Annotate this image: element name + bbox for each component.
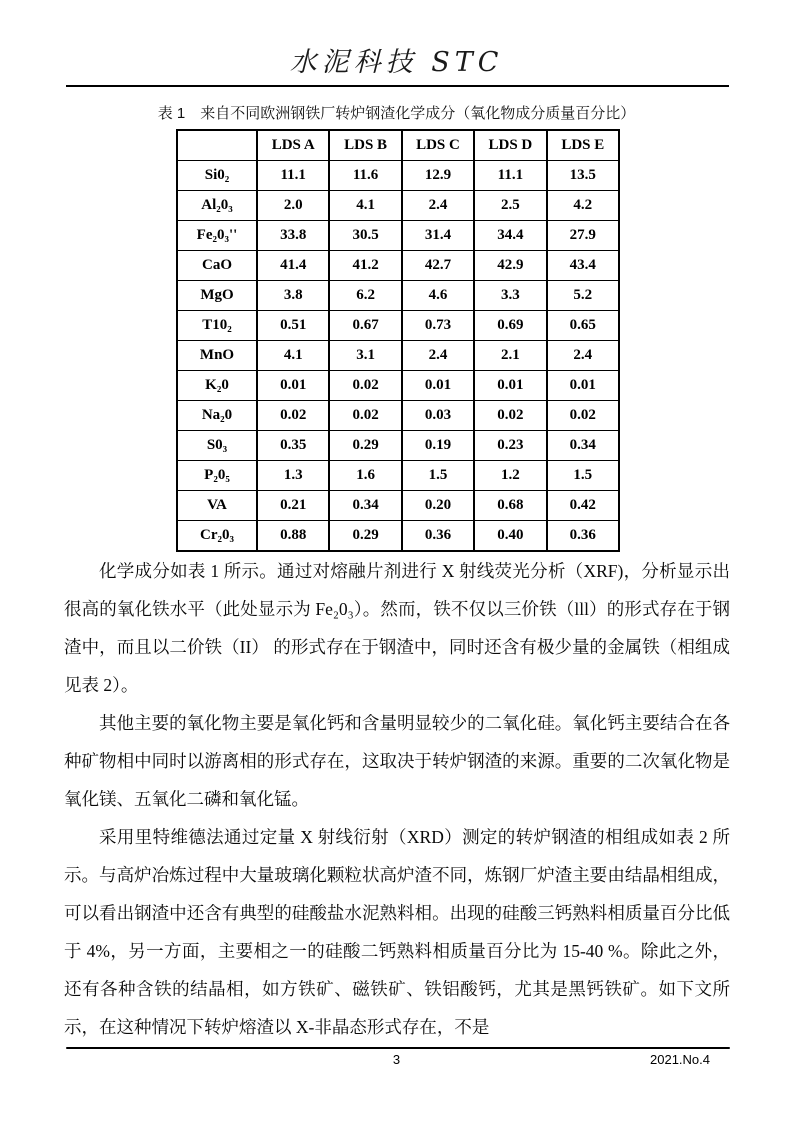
table-cell: 41.4 (257, 251, 329, 281)
row-label: K₂0 (177, 371, 257, 401)
table-cell: 0.88 (257, 521, 329, 552)
table-cell: 33.8 (257, 221, 329, 251)
table-cell: 0.36 (402, 521, 474, 552)
table-cell: 30.5 (329, 221, 401, 251)
table-cell: 0.36 (547, 521, 619, 552)
table-row (177, 251, 619, 281)
table-cell: 0.02 (329, 371, 401, 401)
table-row (177, 161, 619, 191)
table-cell: 3.3 (474, 281, 546, 311)
table-cell: 2.4 (402, 341, 474, 371)
row-label: Na₂0 (177, 401, 257, 431)
table-row (177, 431, 619, 461)
table-row (177, 281, 619, 311)
table-cell: 0.01 (474, 371, 546, 401)
column-header: LDS B (329, 130, 401, 161)
table-cell: 4.1 (329, 191, 401, 221)
table-row (177, 311, 619, 341)
table-cell: 43.4 (547, 251, 619, 281)
table-cell: 4.2 (547, 191, 619, 221)
table-cell: 0.01 (402, 371, 474, 401)
table-cell: 4.6 (402, 281, 474, 311)
composition-table (176, 129, 620, 552)
row-label: T10₂ (177, 311, 257, 341)
table-cell: 0.51 (257, 311, 329, 341)
row-label: CaO (177, 251, 257, 281)
table-cell: 1.6 (329, 461, 401, 491)
page-number: 3 (392, 1052, 401, 1067)
row-label: Cr₂0₃ (177, 521, 257, 552)
table-cell: 0.02 (329, 401, 401, 431)
table-cell: 1.5 (547, 461, 619, 491)
row-label: P₂0₅ (177, 461, 257, 491)
row-label: VA (177, 491, 257, 521)
table-cell: 0.02 (257, 401, 329, 431)
table-cell: 6.2 (329, 281, 401, 311)
table-cell: 0.29 (329, 431, 401, 461)
table-cell: 4.1 (257, 341, 329, 371)
paragraph-1: 化学成分如表 1 所示。通过对熔融片剂进行 X 射线荧光分析（XRF)，分析显示出很高的氧化铁水平（此处显示为 Fe₂0₃）。然而，铁不仅以三价铁（lll）的形式存在于钢渣中，而且以二价铁（II） 的形式存在于钢渣中，同时还含有极少量的金属铁（相组成见表 2）。 (64, 561, 730, 695)
table-cell: 3.8 (257, 281, 329, 311)
table-cell: 0.29 (329, 521, 401, 552)
table-cell: 2.5 (474, 191, 546, 221)
column-header: LDS A (257, 130, 329, 161)
row-label: MgO (177, 281, 257, 311)
table-header-row (177, 130, 619, 161)
table-cell: 2.1 (474, 341, 546, 371)
table-cell: 1.3 (257, 461, 329, 491)
table-cell: 42.7 (402, 251, 474, 281)
table-cell: 13.5 (547, 161, 619, 191)
table-cell: 27.9 (547, 221, 619, 251)
table-cell: 0.67 (329, 311, 401, 341)
table-cell: 0.42 (547, 491, 619, 521)
table-row (177, 491, 619, 521)
footer-divider (66, 1047, 730, 1049)
header-divider (66, 85, 729, 87)
table-cell: 0.34 (329, 491, 401, 521)
table-cell: 0.23 (474, 431, 546, 461)
table-cell: 0.02 (474, 401, 546, 431)
row-label: Fe₂0₃'' (177, 221, 257, 251)
column-header (177, 130, 257, 161)
table-row (177, 341, 619, 371)
row-label: S0₃ (177, 431, 257, 461)
table-cell: 12.9 (402, 161, 474, 191)
column-header: LDS E (547, 130, 619, 161)
table-cell: 0.21 (257, 491, 329, 521)
table-cell: 0.01 (547, 371, 619, 401)
table-row (177, 221, 619, 251)
article-body (64, 552, 730, 1046)
table-cell: 0.35 (257, 431, 329, 461)
table-caption: 表 1 来自不同欧洲钢铁厂转炉钢渣化学成分（氧化物成分质量百分比） (157, 105, 636, 122)
table-cell: 3.1 (329, 341, 401, 371)
table-body (177, 161, 619, 552)
table-cell: 0.20 (402, 491, 474, 521)
issue-label: 2021.No.4 (650, 1052, 710, 1067)
table-cell: 31.4 (402, 221, 474, 251)
journal-title: 水泥科技 STC (289, 47, 504, 78)
paragraph-2: 其他主要的氧化物主要是氧化钙和含量明显较少的二氧化硅。氧化钙主要结合在各种矿物相中同时以游离相的形式存在，这取决于转炉钢渣的来源。重要的二次氧化物是氧化镁、五氧化二磷和氧化锰。 (64, 713, 730, 809)
table-cell: 0.19 (402, 431, 474, 461)
table-row (177, 461, 619, 491)
table-cell: 11.1 (257, 161, 329, 191)
table-cell: 1.5 (402, 461, 474, 491)
table-row (177, 521, 619, 552)
table-cell: 0.03 (402, 401, 474, 431)
table-cell: 0.65 (547, 311, 619, 341)
column-header: LDS D (474, 130, 546, 161)
table-cell: 41.2 (329, 251, 401, 281)
table-cell: 0.01 (257, 371, 329, 401)
table-row (177, 191, 619, 221)
table-row (177, 371, 619, 401)
table-cell: 2.4 (547, 341, 619, 371)
table-cell: 0.73 (402, 311, 474, 341)
row-label: MnO (177, 341, 257, 371)
table-cell: 0.69 (474, 311, 546, 341)
row-label: Al₂0₃ (177, 191, 257, 221)
row-label: Si0₂ (177, 161, 257, 191)
table-cell: 5.2 (547, 281, 619, 311)
table-cell: 11.1 (474, 161, 546, 191)
table-cell: 2.0 (257, 191, 329, 221)
table-cell: 0.34 (547, 431, 619, 461)
table-cell: 0.40 (474, 521, 546, 552)
paragraph-3: 采用里特维德法通过定量 X 射线衍射（XRD）测定的转炉钢渣的相组成如表 2 所示。与高炉冶炼过程中大量玻璃化颗粒状高炉渣不同，炼钢厂炉渣主要由结晶相组成，可以看出钢渣中还含有典型的硅酸盐水泥熟料相。出现的硅酸三钙熟料相质量百分比低于 4%，另一方面，主要相之一的硅酸二钙熟料相质量百分比为 15-40 %。除此之外，还有各种含铁的结晶相，如方铁矿、磁铁矿、铁铝酸钙，尤其是黑钙铁矿。如下文所示，在这种情况下转炉熔渣以 X-非晶态形式存在，不是 (64, 827, 730, 1037)
table-row (177, 401, 619, 431)
table-cell: 2.4 (402, 191, 474, 221)
column-header: LDS C (402, 130, 474, 161)
table-cell: 0.02 (547, 401, 619, 431)
table-cell: 34.4 (474, 221, 546, 251)
table-cell: 42.9 (474, 251, 546, 281)
table-cell: 11.6 (329, 161, 401, 191)
table-cell: 0.68 (474, 491, 546, 521)
table-cell: 1.2 (474, 461, 546, 491)
